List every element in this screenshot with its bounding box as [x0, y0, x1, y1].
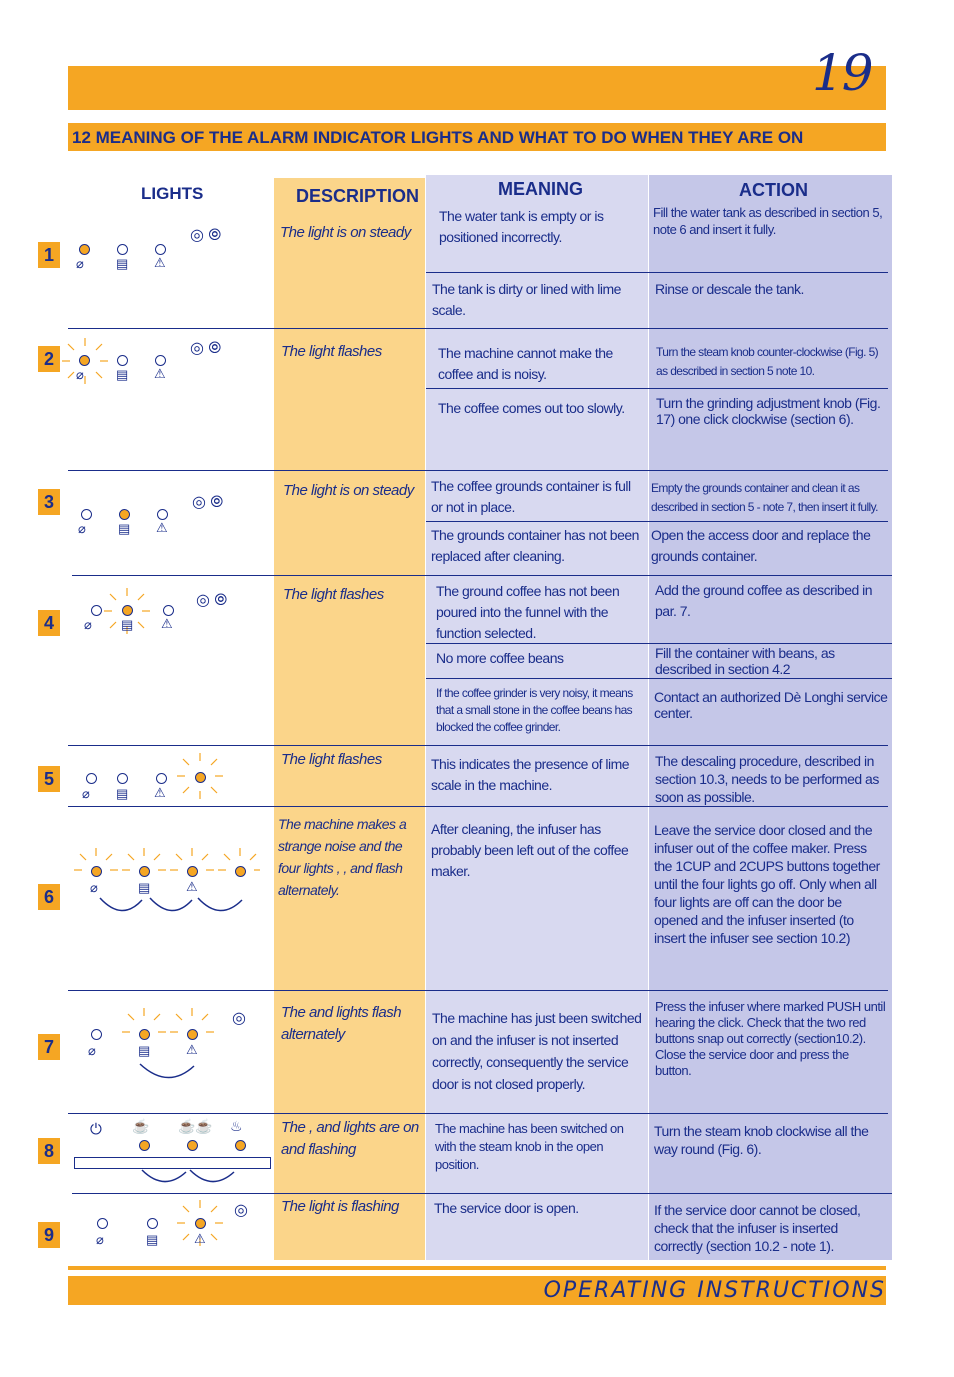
water-light-icon	[81, 509, 92, 520]
grounds-container-icon: ▤	[138, 1043, 151, 1058]
header-action: ACTION	[739, 180, 808, 200]
warning-icon: ⚠	[154, 366, 166, 381]
grounds-light-icon	[139, 1029, 150, 1040]
grounds-container-icon: ▤	[116, 256, 129, 271]
row-description: The light flashes	[283, 586, 384, 603]
water-tank-icon: ⌀	[96, 1232, 104, 1247]
action-cell: If the service door cannot be closed, check that the infuser is inserted correctly (section 10.2 - note 1).	[654, 1202, 861, 1254]
meaning-cell: No more coffee beans	[436, 650, 564, 666]
page-number: 19	[812, 44, 872, 102]
meaning-cell: The ground coffee has not been poured into the funnel with the function selected.	[436, 583, 620, 641]
grounds-light-icon	[139, 866, 150, 877]
warning-icon: ⚠	[186, 1042, 198, 1057]
water-light-icon	[79, 355, 90, 366]
row-number: 5	[38, 766, 60, 792]
row-number: 4	[38, 610, 60, 636]
grounds-light-icon	[117, 244, 128, 255]
flash-arrows-icon	[120, 1160, 240, 1190]
row-number: 9	[38, 1222, 60, 1248]
action-cell: Turn the steam knob clockwise all the way round (Fig. 6).	[654, 1123, 869, 1157]
water-light-icon	[79, 244, 90, 255]
footer-title: OPERATING INSTRUCTIONS	[543, 1278, 886, 1303]
water-tank-icon: ⌀	[76, 256, 84, 271]
alarm-light-icon	[163, 605, 174, 616]
row-description: The light is on steady	[280, 224, 411, 241]
row-description: The and lights flash alternately	[281, 1004, 402, 1043]
grounds-light-icon	[147, 1218, 158, 1229]
grounds-container-icon: ▤	[138, 880, 151, 895]
action-cell: Turn the grinding adjustment knob (Fig. 17) one click clockwise (section 6).	[656, 395, 881, 427]
meaning-cell: The service door is open.	[434, 1200, 579, 1216]
meaning-cell: The coffee grounds container is full or not in place.	[431, 478, 631, 515]
section-title: 12 MEANING OF THE ALARM INDICATOR LIGHTS AND WHAT TO DO WHEN THEY ARE ON	[72, 128, 804, 147]
meaning-cell: The coffee comes out too slowly.	[438, 400, 625, 416]
warning-icon: ⚠	[154, 785, 166, 800]
water-tank-icon: ⌀	[78, 521, 86, 536]
header-meaning: MEANING	[498, 179, 583, 199]
footer-rule	[68, 1266, 886, 1270]
descale-light-icon	[235, 866, 246, 877]
row-description: The light flashes	[281, 751, 382, 768]
meaning-cell: If the coffee grinder is very noisy, it means that a small stone in the coffee beans has blocked the coffee grinder.	[436, 686, 633, 734]
alarm-light-icon	[195, 1218, 206, 1229]
water-light-icon	[91, 866, 102, 877]
grounds-container-icon: ▤	[116, 786, 129, 801]
alarm-light-icon	[156, 773, 167, 784]
power-button-icon: ⏻	[90, 1121, 102, 1138]
water-tank-icon: ⌀	[76, 367, 84, 382]
meaning-cell: The water tank is empty or is positioned incorrectly.	[439, 208, 604, 245]
header-description: DESCRIPTION	[296, 186, 420, 206]
action-cell: The descaling procedure, described in section 10.3, needs to be performed as soon as possible.	[655, 753, 879, 805]
grounds-container-icon: ▤	[121, 617, 134, 632]
action-cell: Open the access door and replace the grounds container.	[651, 527, 871, 564]
row-number: 1	[38, 242, 60, 268]
alarm-light-icon	[187, 1029, 198, 1040]
action-cell: Fill the water tank as described in section 5, note 6 and insert it fully.	[653, 205, 883, 237]
water-tank-icon: ⌀	[84, 617, 92, 632]
grounds-light-icon	[119, 509, 130, 520]
action-cell: Press the infuser where marked PUSH until hearing the click. Check that the two red buttons snap out correctly (section10.2). Close the service door and press the button.	[655, 999, 886, 1078]
row-number: 6	[38, 884, 60, 910]
header-lights: LIGHTS	[141, 184, 204, 203]
descale-light-icon	[195, 772, 206, 783]
grounds-light-icon	[117, 773, 128, 784]
grounds-container-icon: ▤	[116, 367, 129, 382]
alarm-light-icon	[155, 355, 166, 366]
row-description: The light is on steady	[283, 482, 414, 499]
meaning-cell: The grounds container has not been replaced after cleaning.	[431, 527, 639, 564]
warning-icon: ⚠	[156, 520, 168, 535]
action-cell: Add the ground coffee as described in par. 7.	[655, 582, 873, 619]
section-title-bar	[68, 123, 886, 151]
grounds-light-icon	[122, 605, 133, 616]
row-number: 7	[38, 1034, 60, 1060]
action-cell: Fill the container with beans, as described in section 4.2	[655, 645, 835, 677]
alarm-light-icon	[157, 509, 168, 520]
top-bar	[68, 66, 886, 110]
row-number: 8	[38, 1138, 60, 1164]
meaning-cell: After cleaning, the infuser has probably been left out of the coffee maker.	[431, 821, 629, 879]
meaning-cell: This indicates the presence of lime scale in the machine.	[431, 756, 630, 793]
grounds-light-icon	[117, 355, 128, 366]
warning-icon: ⚠	[194, 1231, 206, 1246]
row-description: The light flashes	[281, 343, 382, 360]
two-cups-light-icon	[187, 1140, 198, 1151]
meaning-cell: The machine cannot make the coffee and is noisy.	[438, 345, 613, 382]
row-number: 3	[38, 489, 60, 515]
water-tank-icon: ⌀	[90, 880, 98, 895]
one-cup-light-icon	[139, 1140, 150, 1151]
row-description: The , and lights are on and flashing	[281, 1119, 419, 1158]
action-cell: Empty the grounds container and clean it as described in section 5 - note 7, then insert it fully.	[651, 481, 878, 514]
one-cup-icon: ☕	[132, 1118, 150, 1134]
meaning-cell: The machine has been switched on with the steam knob in the open position.	[435, 1121, 624, 1172]
footer-bar	[68, 1276, 886, 1305]
alarm-light-icon	[155, 244, 166, 255]
flash-rays-icon	[116, 1008, 216, 1098]
two-cups-icon: ☕☕	[178, 1118, 213, 1134]
selector-icon: ◎	[232, 1010, 246, 1027]
row-description: The machine makes a strange noise and the four lights , , and flash alternately.	[278, 816, 407, 898]
selector-icon: ◎ ⦾	[190, 340, 222, 357]
water-light-icon	[91, 1029, 102, 1040]
action-cell: Turn the steam knob counter-clockwise (Fig. 5) as described in section 5 note 10.	[656, 345, 879, 378]
action-cell: Rinse or descale the tank.	[655, 281, 804, 297]
grounds-container-icon: ▤	[146, 1232, 159, 1247]
water-light-icon	[86, 773, 97, 784]
alarm-light-icon	[187, 866, 198, 877]
meaning-cell: The machine has just been switched on and the infuser is not inserted correctly, consequently the service door is not closed properly.	[432, 1010, 642, 1092]
selector-icon: ◎	[234, 1202, 248, 1219]
row-number: 2	[38, 346, 60, 372]
water-tank-icon: ⌀	[88, 1043, 96, 1058]
water-light-icon	[97, 1218, 108, 1229]
warning-icon: ⚠	[161, 616, 173, 631]
selector-icon: ◎ ⦾	[196, 592, 228, 609]
warning-icon: ⚠	[154, 255, 166, 270]
warning-icon: ⚠	[186, 879, 198, 894]
selector-icon: ◎ ⦾	[192, 494, 224, 511]
grounds-container-icon: ▤	[118, 521, 131, 536]
selector-icon: ◎ ⦾	[190, 227, 222, 244]
meaning-cell: The tank is dirty or lined with lime scale.	[432, 281, 621, 318]
steam-icon: ♨	[230, 1118, 243, 1134]
row-description: The light is flashing	[281, 1198, 399, 1215]
action-cell: Contact an authorized Dè Longhi service center.	[654, 689, 888, 721]
water-tank-icon: ⌀	[82, 786, 90, 801]
water-light-icon	[91, 605, 102, 616]
steam-light-icon	[235, 1140, 246, 1151]
action-cell: Leave the service door closed and the infuser out of the coffee maker. Press the 1CUP and 2CUPS buttons together until the four lights go off. Only when all four lights are off can the door be opened and the infuser inserted (to insert the infuser see section 10.2)	[654, 822, 880, 946]
